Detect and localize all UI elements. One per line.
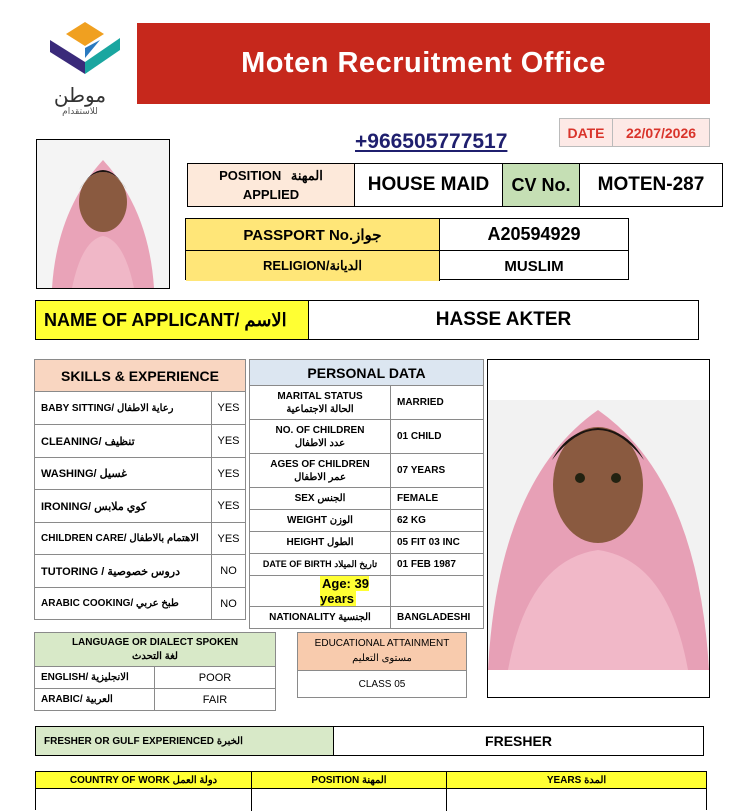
personal-label: SEX الجنس xyxy=(250,488,391,510)
position-row xyxy=(187,163,723,207)
date-box xyxy=(559,118,710,147)
personal-row xyxy=(250,488,484,510)
cv-label: CV No. xyxy=(503,164,580,206)
education-box xyxy=(297,632,467,698)
skill-value: YES xyxy=(212,458,246,490)
personal-value: 01 FEB 1987 xyxy=(391,554,484,576)
skill-value: YES xyxy=(212,490,246,523)
experience-value: FRESHER xyxy=(485,733,552,749)
person-photo-icon xyxy=(488,360,709,697)
skill-value: YES xyxy=(212,392,246,425)
cv-value: MOTEN-287 xyxy=(597,174,705,195)
applicant-photo-large xyxy=(487,359,710,698)
applicant-name: HASSE AKTER xyxy=(435,309,572,330)
personal-value: MARRIED xyxy=(391,386,484,420)
personal-row xyxy=(250,454,484,488)
skills-title: SKILLS & EXPERIENCE xyxy=(35,360,246,392)
language-label: ENGLISH/ الانجليزية xyxy=(35,667,155,689)
personal-value: 07 YEARS xyxy=(391,454,484,488)
skill-label: ARABIC COOKING/ طبخ عربي xyxy=(35,588,212,620)
skills-table xyxy=(34,359,246,620)
experience-row xyxy=(35,726,704,756)
page-title: Moten Recruitment Office xyxy=(241,47,606,79)
skill-label: CHILDREN CARE/ الاهتمام بالاطفال xyxy=(35,523,212,555)
personal-label: AGES OF CHILDREN xyxy=(270,458,370,470)
position-label-ar: المهنة xyxy=(290,168,323,183)
person-photo-icon xyxy=(37,140,169,288)
education-title: EDUCATIONAL ATTAINMENT xyxy=(314,638,450,649)
education-value: CLASS 05 xyxy=(358,679,406,690)
passport-label: PASSPORT No.جواز xyxy=(186,219,440,250)
passport-religion-block xyxy=(185,218,629,280)
religion-row xyxy=(186,251,628,281)
personal-label: MARITAL STATUS xyxy=(277,390,363,402)
applicant-photo-small xyxy=(36,139,170,289)
company-logo xyxy=(40,18,130,117)
skill-value: YES xyxy=(212,523,246,555)
applicant-row xyxy=(35,300,699,340)
passport-value: A20594929 xyxy=(487,224,581,244)
skill-label: BABY SITTING/ رعاية الاطفال xyxy=(35,392,212,425)
language-row xyxy=(35,667,276,689)
work-col-position: POSITION المهنة xyxy=(252,772,447,788)
skill-row xyxy=(35,458,246,490)
education-title-ar: مستوى التعليم xyxy=(352,653,412,664)
skill-label: CLEANING/ تنظيف xyxy=(35,425,212,458)
personal-data-table xyxy=(249,359,484,629)
personal-label-ar: عمر الاطفال xyxy=(294,471,346,483)
position-label xyxy=(188,164,355,206)
language-table xyxy=(34,632,276,711)
personal-label: DATE OF BIRTH تاريخ الميلاد xyxy=(250,554,391,576)
skill-row xyxy=(35,490,246,523)
passport-row xyxy=(186,219,628,251)
position-label-en2: APPLIED xyxy=(242,187,300,202)
skill-row xyxy=(35,523,246,555)
language-label: ARABIC/ العربية xyxy=(35,689,155,711)
personal-value: 01 CHILD xyxy=(391,420,484,454)
skill-label: TUTORING / دروس خصوصية xyxy=(35,555,212,588)
personal-row xyxy=(250,420,484,454)
religion-label: RELIGION/الديانة xyxy=(186,251,440,281)
work-empty-row xyxy=(36,789,706,811)
skill-value: YES xyxy=(212,425,246,458)
nationality-value: BANGLADESHI xyxy=(391,607,484,629)
skill-label: WASHING/ غسيل xyxy=(35,458,212,490)
skill-value: NO xyxy=(212,555,246,588)
skill-label: IRONING/ كوي ملابس xyxy=(35,490,212,523)
work-col-country: COUNTRY OF WORK دولة العمل xyxy=(36,772,252,788)
language-title: LANGUAGE OR DIALECT SPOKEN xyxy=(71,636,239,648)
position-value: HOUSE MAID xyxy=(355,164,503,206)
personal-label: HEIGHT الطول xyxy=(250,532,391,554)
personal-title: PERSONAL DATA xyxy=(250,360,484,386)
language-row xyxy=(35,689,276,711)
skill-value: NO xyxy=(212,588,246,620)
personal-label-ar: الحالة الاجتماعية xyxy=(286,403,354,415)
personal-value: 05 FIT 03 INC xyxy=(391,532,484,554)
personal-row xyxy=(250,532,484,554)
age-badge: Age: 39 years xyxy=(320,576,369,606)
skill-row xyxy=(35,425,246,458)
personal-row xyxy=(250,554,484,576)
nationality-label: NATIONALITY الجنسية xyxy=(250,607,391,629)
date-label: DATE xyxy=(560,119,613,146)
religion-value: MUSLIM xyxy=(504,257,564,275)
work-history-table xyxy=(35,771,707,810)
personal-label-ar: عدد الاطفال xyxy=(294,437,346,449)
personal-value: FEMALE xyxy=(391,488,484,510)
personal-label: NO. OF CHILDREN xyxy=(275,424,365,436)
work-col-years: YEARS المدة xyxy=(546,774,607,786)
date-value: 22/07/2026 xyxy=(613,119,709,146)
position-label-en: POSITION xyxy=(219,168,282,183)
skill-row xyxy=(35,392,246,425)
language-value: POOR xyxy=(155,667,276,689)
header-banner xyxy=(137,23,710,104)
applicant-label: NAME OF APPLICANT/ الاسم xyxy=(36,301,309,339)
skill-row xyxy=(35,588,246,620)
phone-number[interactable]: +966505777517 xyxy=(355,130,508,153)
personal-row xyxy=(250,510,484,532)
language-title-ar: لغة التحدث xyxy=(132,650,178,662)
experience-label: FRESHER OR GULF EXPERIENCED الخبرة xyxy=(36,727,334,755)
logo-arabic-name: موطن xyxy=(53,83,107,107)
logo-arabic-sub: للاستقدام xyxy=(62,107,98,117)
language-value: FAIR xyxy=(155,689,276,711)
personal-value: 62 KG xyxy=(391,510,484,532)
personal-row xyxy=(250,607,484,629)
personal-row xyxy=(250,386,484,420)
skill-row xyxy=(35,555,246,588)
logo-mark-icon xyxy=(40,18,130,78)
personal-label: WEIGHT الوزن xyxy=(250,510,391,532)
